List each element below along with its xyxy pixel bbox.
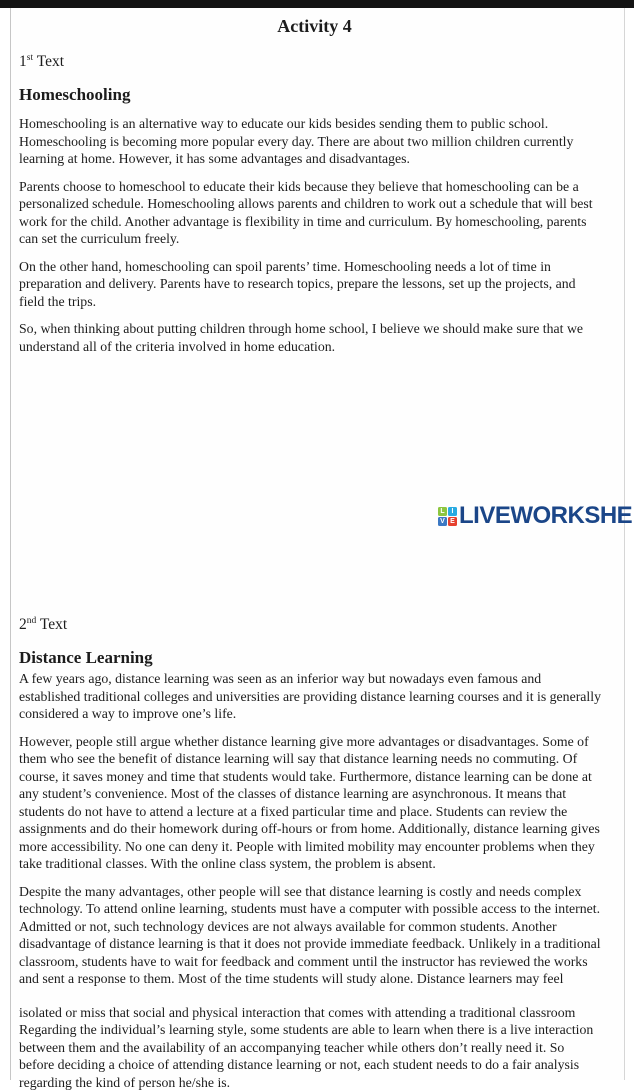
worksheet-page — [10, 8, 625, 1080]
liveworksheets-logo-icon — [438, 507, 457, 526]
section1-ordinal-rest: Text — [33, 53, 64, 70]
section2-ordinal-rest: Text — [36, 616, 67, 633]
section1-paragraph-4: So, when thinking about putting children through home school, I believe we should make sure that we understand all of the criteria involved in home education. — [19, 320, 602, 355]
section1-ordinal-suffix: st — [27, 53, 33, 63]
section1-heading: Homeschooling — [19, 84, 624, 105]
section1-ordinal-number: 1 — [19, 53, 27, 70]
section2-heading: Distance Learning — [19, 647, 624, 668]
logo-tile-i: I — [448, 507, 457, 516]
section2-paragraph-2: However, people still argue whether distance learning give more advantages or disadvantages. Some of them who see the benefit of distance learning will say that distance learning needs no commuting. Of course, it saves money and time that students would take. Furthermore, distance learning can be done at any student’s convenience. Most of the classes of distance learning are asynchronous. It means that students do not have to attend a lecture at a fixed particular time and place. Students can review the assignments and do their homework during off-hours or from home. Additionally, distance learning gives more accessibility. No one can deny it. People with limited mobility may encounter problems when they take traditional classes. With the online class system, the problem is absent. — [19, 733, 602, 873]
section2-paragraph-3: Despite the many advantages, other people will see that distance learning is costly and needs complex technology. To attend online learning, students must have a computer with possible access to the internet. Admitted or not, such technology devices are not always available for common students. Another disadvantage of distance learning is that it does not provide immediate feedback. Unlikely in a traditional classroom, students have to wait for feedback and comment until the instructor has reviewed the works and sent a response to them. Most of the time students will study alone. Distance learners may feel — [19, 883, 602, 988]
logo-tile-e: E — [448, 517, 457, 526]
section2-label — [19, 615, 624, 634]
section1-paragraph-2: Parents choose to homeschool to educate their kids because they believe that homeschooling can be a personalized schedule. Homeschooling allows parents and children to work out a schedule that will best work for the child. Another advantage is flexibility in time and curriculum. By homeschooling, parents can set the curriculum freely. — [19, 178, 602, 248]
activity-title: Activity 4 — [19, 15, 610, 37]
section2-paragraph-1: A few years ago, distance learning was seen as an inferior way but nowadays even famous and established traditional colleges and universities are providing distance learning courses and it is generally considered a way to improve one’s life. — [19, 670, 602, 723]
section2-paragraph-4: isolated or miss that social and physical interaction that comes with attending a traditional classroom Regarding the individual’s learning style, some students are able to learn when there is a live interaction between them and the availability of an accompanying teacher while others don’t really need it. So before deciding a choice of attending distance learning or not, each student needs to do a fair analysis regarding the kind of person he/she is. — [19, 1004, 602, 1091]
section1-paragraph-1: Homeschooling is an alternative way to educate our kids besides sending them to public school. Homeschooling is becoming more popular every day. There are about two million children currently learning at home. However, it has some advantages and disadvantages. — [19, 115, 602, 168]
logo-tile-l: L — [438, 507, 447, 516]
top-black-bar — [0, 0, 634, 8]
section1-label — [19, 52, 624, 71]
section1-paragraph-3: On the other hand, homeschooling can spoil parents’ time. Homeschooling needs a lot of time in preparation and delivery. Parents have to research topics, prepare the lessons, set up the projects, and field the trips. — [19, 258, 602, 311]
liveworksheets-wordmark: LIVEWORKSHE — [459, 501, 632, 531]
section2-ordinal-suffix: nd — [27, 616, 37, 626]
logo-tile-v: V — [438, 517, 447, 526]
section2-ordinal-number: 2 — [19, 616, 27, 633]
liveworksheets-logo — [438, 501, 624, 531]
